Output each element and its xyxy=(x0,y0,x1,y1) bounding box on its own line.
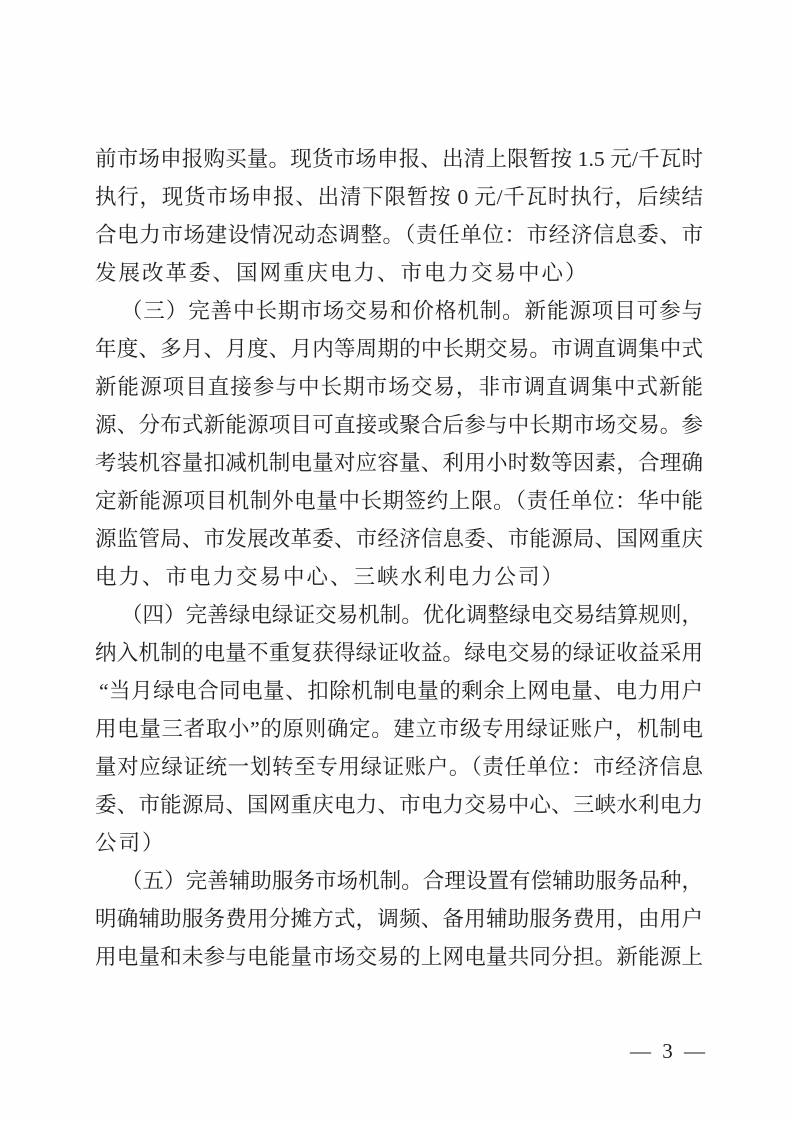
text-line: 定新能源项目机制外电量中长期签约上限。（责任单位：华中能 xyxy=(95,489,703,513)
text-line: 委、市能源局、国网重庆电力、市电力交易中心、三峡水利电力 xyxy=(95,793,703,817)
body-text xyxy=(95,140,703,976)
text-line: （四）完善绿电绿证交易机制。优化调整绿电交易结算规则， xyxy=(121,603,703,627)
text-line: 新能源项目直接参与中长期市场交易，非市调直调集中式新能 xyxy=(95,375,703,399)
text-line: 用电量三者取小”的原则确定。建立市级专用绿证账户，机制电 xyxy=(95,717,703,741)
page-number: — 3 — xyxy=(630,1039,708,1063)
text-line: 用电量和未参与电能量市场交易的上网电量共同分担。新能源上 xyxy=(95,945,703,969)
text-line: 源、分布式新能源项目可直接或聚合后参与中长期市场交易。参 xyxy=(95,413,703,437)
text-line: （三）完善中长期市场交易和价格机制。新能源项目可参与 xyxy=(121,299,703,323)
text-line: 源监管局、市发展改革委、市经济信息委、市能源局、国网重庆 xyxy=(95,527,703,551)
text-line: 前市场申报购买量。现货市场申报、出清上限暂按 1.5 元/千瓦时 xyxy=(95,147,703,171)
text-line: “当月绿电合同电量、扣除机制电量的剩余上网电量、电力用户 xyxy=(99,679,703,703)
text-line: 执行，现货市场申报、出清下限暂按 0 元/千瓦时执行，后续结 xyxy=(95,185,703,209)
page-footer xyxy=(0,1036,793,1066)
text-line: 合电力市场建设情况动态调整。（责任单位：市经济信息委、市 xyxy=(95,223,703,247)
text-line: 年度、多月、月度、月内等周期的中长期交易。市调直调集中式 xyxy=(95,337,703,361)
text-line: 公司） xyxy=(95,831,166,855)
text-line: 发展改革委、国网重庆电力、市电力交易中心） xyxy=(95,261,589,285)
text-line: 纳入机制的电量不重复获得绿证收益。绿电交易的绿证收益采用 xyxy=(95,641,703,665)
text-line: （五）完善辅助服务市场机制。合理设置有偿辅助服务品种， xyxy=(121,869,703,893)
text-line: 考装机容量扣减机制电量对应容量、利用小时数等因素，合理确 xyxy=(95,451,703,475)
text-line: 量对应绿证统一划转至专用绿证账户。（责任单位：市经济信息 xyxy=(95,755,703,779)
text-line: 电力、市电力交易中心、三峡水利电力公司） xyxy=(95,565,566,589)
text-line: 明确辅助服务费用分摊方式，调频、备用辅助服务费用，由用户 xyxy=(95,907,703,931)
